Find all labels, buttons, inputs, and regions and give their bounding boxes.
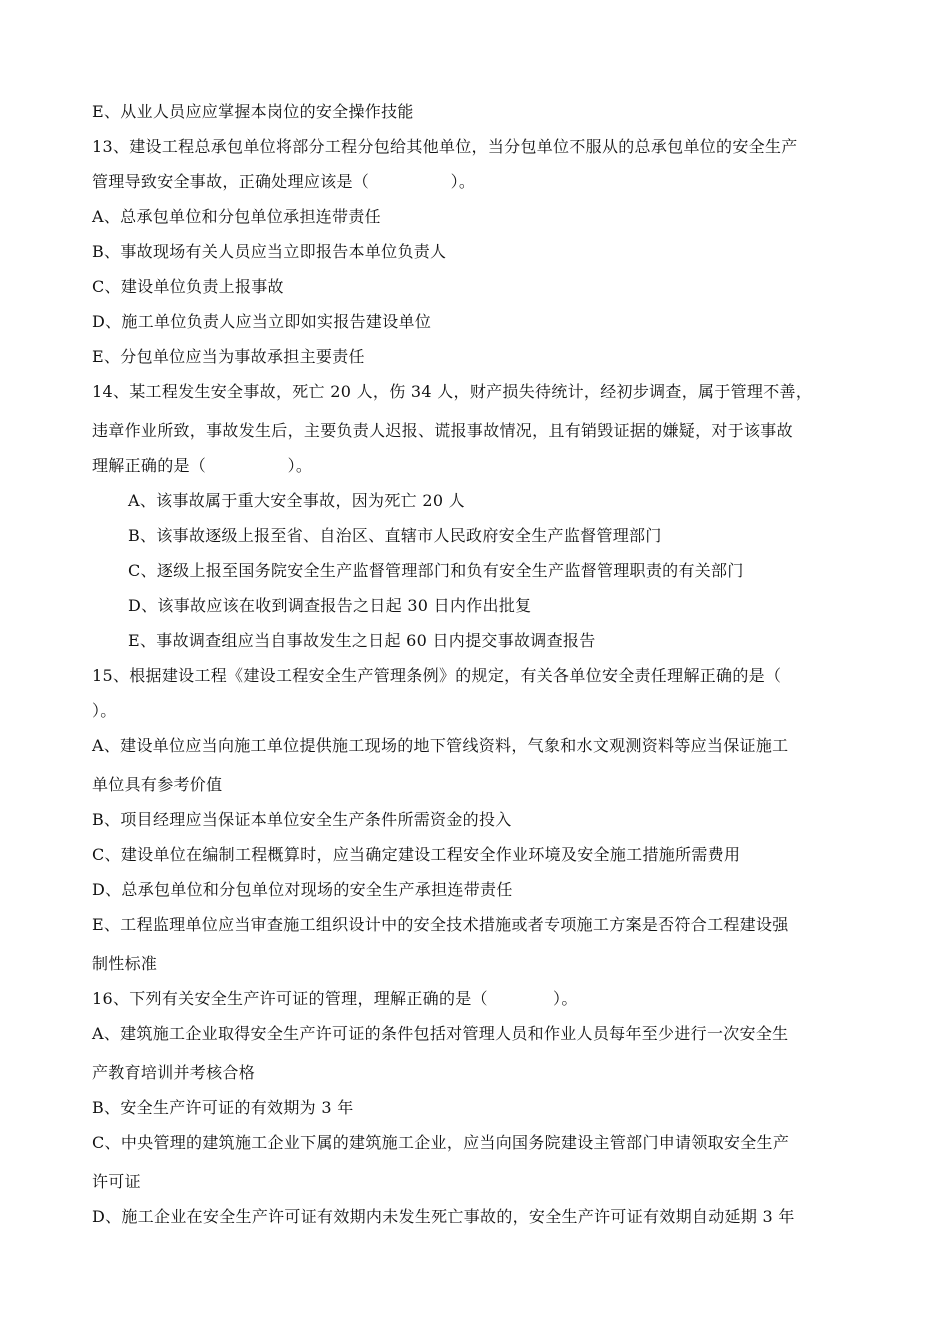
question-15-line: ）。 <box>92 701 117 720</box>
option-line: D、施工单位负责人应当立即如实报告建设单位 <box>92 312 432 331</box>
option-line: A、建设单位应当向施工单位提供施工现场的地下管线资料，气象和水文观测资料等应当保证施工 <box>92 736 789 755</box>
question-13-line: 13、建设工程总承包单位将部分工程分包给其他单位，当分包单位不服从的总承包单位的安全生产 <box>92 137 798 156</box>
option-line: D、该事故应该在收到调查报告之日起 30 日内作出批复 <box>128 596 532 615</box>
option-line: B、事故现场有关人员应当立即报告本单位负责人 <box>92 242 447 261</box>
question-16-line: 16、下列有关安全生产许可证的管理，理解正确的是（ ）。 <box>92 989 578 1008</box>
option-line: 许可证 <box>92 1172 141 1191</box>
option-line: C、中央管理的建筑施工企业下属的建筑施工企业，应当向国务院建设主管部门申请领取安全生产 <box>92 1133 790 1152</box>
option-line: 单位具有参考价值 <box>92 775 223 794</box>
option-line: B、项目经理应当保证本单位安全生产条件所需资金的投入 <box>92 810 512 829</box>
question-13-line: 管理导致安全事故，正确处理应该是（ ）。 <box>92 172 476 191</box>
option-line: C、建设单位在编制工程概算时，应当确定建设工程安全作业环境及安全施工措施所需费用 <box>92 845 741 864</box>
option-line: D、总承包单位和分包单位对现场的安全生产承担连带责任 <box>92 880 513 899</box>
option-line: A、建筑施工企业取得安全生产许可证的条件包括对管理人员和作业人员每年至少进行一次安全生 <box>92 1024 789 1043</box>
option-line: A、该事故属于重大安全事故，因为死亡 20 人 <box>128 491 465 510</box>
question-14-line: 理解正确的是（ ）。 <box>92 456 313 475</box>
option-line: A、总承包单位和分包单位承担连带责任 <box>92 207 381 226</box>
option-line: C、建设单位负责上报事故 <box>92 277 284 296</box>
option-line: 制性标准 <box>92 954 158 973</box>
option-line: E、事故调查组应当自事故发生之日起 60 日内提交事故调查报告 <box>128 631 596 650</box>
option-line: B、该事故逐级上报至省、自治区、直辖市人民政府安全生产监督管理部门 <box>128 526 662 545</box>
question-14-line: 违章作业所致，事故发生后，主要负责人迟报、谎报事故情况，且有销毁证据的嫌疑，对于该事故 <box>92 421 793 440</box>
question-14-line: 14、某工程发生安全事故，死亡 20 人，伤 34 人，财产损失待统计，经初步调查，属于管理不善， <box>92 382 813 401</box>
option-line: 产教育培训并考核合格 <box>92 1063 256 1082</box>
option-line: E、工程监理单位应当审查施工组织设计中的安全技术措施或者专项施工方案是否符合工程建设强 <box>92 915 789 934</box>
option-line: B、安全生产许可证的有效期为 3 年 <box>92 1098 354 1117</box>
question-15-line: 15、根据建设工程《建设工程安全生产管理条例》的规定，有关各单位安全责任理解正确的是（ <box>92 666 782 685</box>
option-line: E、分包单位应当为事故承担主要责任 <box>92 347 365 366</box>
option-line: C、逐级上报至国务院安全生产监督管理部门和负有安全生产监督管理职责的有关部门 <box>128 561 744 580</box>
option-line: E、从业人员应应掌握本岗位的安全操作技能 <box>92 102 414 121</box>
option-line: D、施工企业在安全生产许可证有效期内未发生死亡事故的，安全生产许可证有效期自动延期 3 年 <box>92 1207 795 1226</box>
